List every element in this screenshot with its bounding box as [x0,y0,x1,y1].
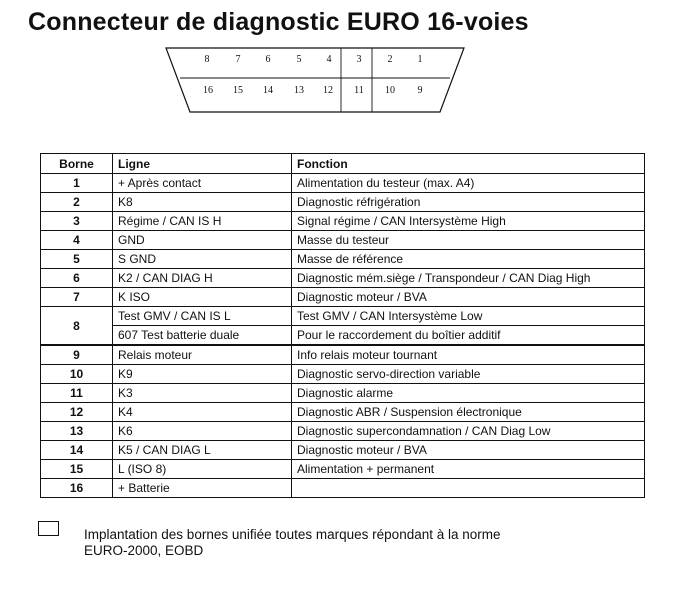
fonction-cell: Info relais moteur tournant [292,345,645,365]
fonction-cell: Diagnostic supercondamnation / CAN Diag Low [292,422,645,441]
borne-cell: 6 [41,269,113,288]
footnote [84,527,501,559]
table-row [41,193,645,212]
borne-cell: 4 [41,231,113,250]
fonction-cell: Pour le raccordement du boîtier additif [292,326,645,346]
table-row [41,384,645,403]
ligne-cell: Régime / CAN IS H [113,212,292,231]
table-row [41,174,645,193]
header-ligne: Ligne [113,154,292,174]
table-row [41,422,645,441]
top-pin-label: 2 [387,54,393,65]
fonction-cell: Diagnostic moteur / BVA [292,441,645,460]
table-row [41,326,645,346]
fonction-cell: Diagnostic ABR / Suspension électronique [292,403,645,422]
top-pin-label: 4 [326,54,332,65]
ligne-cell: + Après contact [113,174,292,193]
borne-cell: 16 [41,479,113,498]
table-row [41,231,645,250]
ligne-cell: K ISO [113,288,292,307]
fonction-cell: Alimentation du testeur (max. A4) [292,174,645,193]
borne-cell: 14 [41,441,113,460]
bottom-pin-label: 13 [294,85,304,96]
table-row [41,403,645,422]
checkbox-icon [38,521,59,536]
ligne-cell: K9 [113,365,292,384]
table-row [41,345,645,365]
borne-cell: 10 [41,365,113,384]
borne-cell: 11 [41,384,113,403]
table-row [41,365,645,384]
ligne-cell: K2 / CAN DIAG H [113,269,292,288]
ligne-cell: Test GMV / CAN IS L [113,307,292,326]
top-pin-label: 3 [356,54,362,65]
fonction-cell: Diagnostic moteur / BVA [292,288,645,307]
bottom-pin-label: 10 [385,85,395,96]
borne-cell: 7 [41,288,113,307]
ligne-cell: Relais moteur [113,345,292,365]
bottom-pin-label: 12 [323,85,333,96]
fonction-cell [292,479,645,498]
top-pin-label: 1 [417,54,423,65]
top-pin-label: 8 [204,54,210,65]
borne-cell: 8 [41,307,113,346]
borne-cell: 1 [41,174,113,193]
borne-cell: 12 [41,403,113,422]
header-fonction: Fonction [292,154,645,174]
ligne-cell: K5 / CAN DIAG L [113,441,292,460]
connector-diagram [160,44,470,118]
fonction-cell: Masse de référence [292,250,645,269]
top-pin-label: 7 [235,54,241,65]
fonction-cell: Diagnostic alarme [292,384,645,403]
ligne-cell: + Batterie [113,479,292,498]
footnote-line-1: Implantation des bornes unifiée toutes marques répondant à la norme [84,527,501,542]
table-row [41,441,645,460]
ligne-cell: K6 [113,422,292,441]
ligne-cell: K4 [113,403,292,422]
bottom-pin-label: 9 [417,85,423,96]
table-header-row [41,154,645,174]
borne-cell: 9 [41,345,113,365]
table-row [41,479,645,498]
borne-cell: 3 [41,212,113,231]
table-row [41,212,645,231]
fonction-cell: Diagnostic réfrigération [292,193,645,212]
ligne-cell: K3 [113,384,292,403]
top-pin-label: 6 [265,54,271,65]
table-row [41,307,645,326]
ligne-cell: S GND [113,250,292,269]
borne-cell: 13 [41,422,113,441]
bottom-pin-label: 16 [203,85,213,96]
fonction-cell: Alimentation + permanent [292,460,645,479]
table-row [41,460,645,479]
borne-cell: 15 [41,460,113,479]
table-row [41,288,645,307]
bottom-pin-label: 14 [263,85,273,96]
pinout-table [40,153,645,498]
ligne-cell: L (ISO 8) [113,460,292,479]
top-pin-label: 5 [296,54,302,65]
page-title: Connecteur de diagnostic EURO 16-voies [28,8,529,36]
fonction-cell: Masse du testeur [292,231,645,250]
header-borne: Borne [41,154,113,174]
borne-cell: 5 [41,250,113,269]
table-row [41,269,645,288]
ligne-cell: GND [113,231,292,250]
ligne-cell: 607 Test batterie duale [113,326,292,346]
footnote-line-2: EURO-2000, EOBD [84,543,204,558]
fonction-cell: Diagnostic mém.siège / Transpondeur / CAN Diag High [292,269,645,288]
bottom-pin-label: 11 [354,85,364,96]
fonction-cell: Diagnostic servo-direction variable [292,365,645,384]
table-row [41,250,645,269]
ligne-cell: K8 [113,193,292,212]
borne-cell: 2 [41,193,113,212]
fonction-cell: Test GMV / CAN Intersystème Low [292,307,645,326]
fonction-cell: Signal régime / CAN Intersystème High [292,212,645,231]
bottom-pin-label: 15 [233,85,243,96]
